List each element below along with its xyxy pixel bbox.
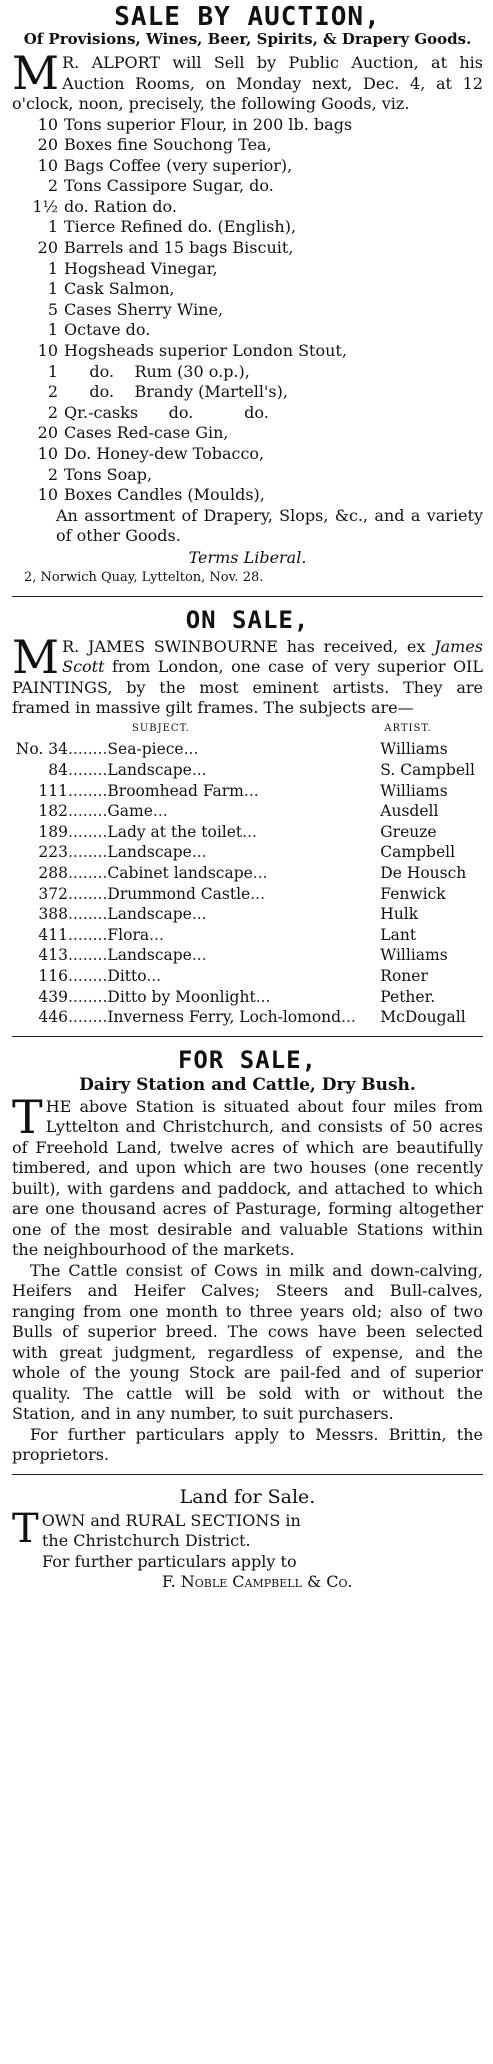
goods-qty: 1 — [47, 258, 58, 278]
painting-row — [12, 945, 483, 966]
goods-desc: Cases Sherry Wine, — [64, 299, 224, 319]
divider — [12, 596, 483, 597]
drop-cap: T — [12, 1089, 43, 1144]
painting-artist: Campbell — [380, 843, 456, 862]
goods-item — [26, 176, 483, 197]
land-agent: F. Noble Campbell & Co. — [162, 1572, 353, 1592]
painting-subject-cell: ........Landscape... — [68, 843, 207, 862]
land-line-1: TOWN and RURAL SECTIONS in — [12, 1505, 301, 1552]
goods-desc: Boxes Candles (Moulds), — [64, 485, 265, 505]
painting-artist: Williams — [380, 740, 448, 759]
painting-row — [12, 822, 483, 843]
goods-qty: 2 — [47, 176, 58, 196]
land-line-2: the Christchurch District. — [42, 1531, 251, 1551]
goods-item — [26, 403, 483, 424]
goods-qty: 1 — [47, 279, 58, 299]
station-contact: For further particulars apply to Messrs. Brittin, the proprietors. — [12, 1424, 483, 1465]
painting-subject: Lady at the toilet — [107, 822, 243, 841]
auction-title: SALE BY AUCTION, — [114, 2, 381, 32]
goods-desc: Tons Soap, — [64, 464, 153, 484]
painting-row — [12, 966, 483, 987]
goods-item — [26, 485, 483, 506]
painting-subject: Flora — [107, 925, 150, 944]
painting-subject-cell: ........Landscape... — [68, 905, 207, 924]
painting-subject: Inverness Ferry, Loch-lomond — [107, 1008, 342, 1027]
station-advert — [12, 1047, 483, 1466]
painting-number: 84 — [48, 760, 68, 779]
divider — [12, 1474, 483, 1475]
onsale-title: ON SALE, — [185, 605, 310, 634]
cattle-description: The Cattle consist of Cows in milk and down-calving, Heifers and Heifer Calves; Steers and Bull-calves, ranging from one month to three years old; also of two Bulls of superior breed. The cows have been selected with great judgment, regardless of expense, and the whole of the young Stock are pail-fed and of superior quality. The cattle will be sold with or without the Station, and in any number, to suit purchasers. — [12, 1260, 483, 1424]
painting-subject-cell: ........Ditto by Moonlight... — [68, 987, 271, 1006]
col-artist: ARTIST. — [384, 722, 432, 734]
auction-intro: M R. ALPORT will Sell by Public Auction, at his Auction Rooms, on Monday next, Dec. 4, at 12 o'clock, noon, precisely, the following Goods, viz. — [12, 46, 483, 113]
goods-item — [26, 135, 483, 156]
auction-subtitle: Of Provisions, Wines, Beer, Spirits, & Drapery Goods. — [23, 30, 472, 48]
painting-subject: Landscape — [107, 843, 192, 862]
painting-subject-cell: ........Flora... — [68, 925, 164, 944]
painting-artist: Roner — [380, 966, 428, 985]
painting-row — [12, 904, 483, 925]
painting-number: 288 — [38, 863, 68, 882]
goods-desc: Cask Salmon, — [64, 279, 175, 299]
painting-number: 439 — [38, 987, 68, 1006]
painting-artist: De Housch — [380, 863, 467, 882]
painting-number: 388 — [38, 905, 68, 924]
goods-desc: Barrels and 15 bags Biscuit, — [64, 238, 294, 258]
painting-subject: Ditto — [107, 966, 147, 985]
drop-cap: T — [12, 1505, 39, 1552]
goods-qty: 10 — [37, 485, 58, 505]
painting-subject: Sea-piece — [107, 740, 184, 759]
divider — [12, 1036, 483, 1037]
forsale-subtitle: Dairy Station and Cattle, Dry Bush. — [79, 1074, 416, 1095]
painting-artist: Williams — [380, 781, 448, 800]
auction-advert — [12, 4, 483, 588]
goods-desc: Qr.-casks do. do. — [64, 402, 269, 422]
goods-item — [26, 279, 483, 300]
goods-item — [26, 320, 483, 341]
goods-item — [26, 238, 483, 259]
painting-row — [12, 884, 483, 905]
painting-artist: Hulk — [380, 905, 419, 924]
painting-subject: Landscape — [107, 760, 192, 779]
painting-artist: Lant — [380, 925, 417, 944]
painting-artist: Fenwick — [380, 884, 446, 903]
paintings-advert — [12, 607, 483, 1028]
painting-number: 223 — [38, 843, 68, 862]
painting-subject: Game — [107, 802, 153, 821]
goods-item — [26, 423, 483, 444]
goods-desc: Hogsheads superior London Stout, — [64, 341, 347, 361]
goods-qty: 20 — [37, 135, 58, 155]
painting-subject-cell: ........Sea-piece... — [68, 740, 199, 759]
painting-subject: Cabinet landscape — [107, 863, 253, 882]
goods-desc: Tierce Refined do. (English), — [64, 217, 297, 237]
goods-item — [26, 217, 483, 238]
painting-subject: Drummond Castle — [107, 884, 251, 903]
auction-address: 2, Norwich Quay, Lyttelton, Nov. 28. — [24, 569, 264, 585]
land-title: Land for Sale. — [179, 1485, 316, 1508]
painting-number: 411 — [38, 925, 68, 944]
goods-desc: Boxes fine Souchong Tea, — [64, 135, 272, 155]
goods-desc: Do. Honey-dew Tobacco, — [64, 444, 265, 463]
painting-number: 372 — [38, 884, 68, 903]
painting-subject-cell: ........Landscape... — [68, 946, 207, 965]
goods-list — [12, 115, 483, 506]
painting-row — [12, 739, 483, 760]
goods-qty: 10 — [37, 444, 58, 463]
painting-number: 116 — [38, 966, 68, 985]
goods-desc: Tons superior Flour, in 200 lb. bags — [64, 114, 353, 134]
goods-qty: 10 — [37, 114, 58, 134]
goods-qty: 2 — [47, 402, 58, 422]
painting-subject-cell: ........Drummond Castle... — [68, 884, 265, 903]
painting-subject-cell: ........Cabinet landscape... — [68, 863, 268, 882]
painting-row — [12, 842, 483, 863]
painting-subject: Ditto by Moonlight — [107, 987, 256, 1006]
goods-item — [26, 444, 483, 465]
painting-subject: Broomhead Farm — [107, 781, 244, 800]
painting-artist: S. Campbell — [380, 760, 475, 779]
painting-artist: Ausdell — [380, 802, 439, 821]
painting-subject: Landscape — [107, 905, 192, 924]
painting-artist: McDougall — [380, 1008, 466, 1027]
goods-desc: Tons Cassipore Sugar, do. — [64, 176, 274, 196]
goods-qty: 1 — [47, 320, 58, 340]
goods-item — [26, 465, 483, 486]
painting-row — [12, 781, 483, 802]
painting-number: 189 — [38, 822, 68, 841]
forsale-title: FOR SALE, — [177, 1045, 318, 1074]
goods-desc: Cases Red-case Gin, — [64, 423, 229, 443]
painting-subject-cell: ........Landscape... — [68, 760, 207, 779]
goods-qty: 10 — [37, 155, 58, 175]
painting-row — [12, 801, 483, 822]
goods-qty: 20 — [37, 423, 58, 443]
painting-artist: Williams — [380, 946, 448, 965]
goods-item — [26, 156, 483, 177]
drop-cap: M — [12, 629, 60, 684]
goods-qty: 2 — [47, 382, 58, 402]
terms-text: Terms Liberal. — [188, 547, 307, 567]
painting-number: No. 34 — [15, 740, 68, 759]
assortment-text: An assortment of Drapery, Slops, &c., and a variety of other Goods. — [56, 505, 483, 546]
painting-number: 446 — [38, 1008, 68, 1027]
paintings-header — [12, 719, 483, 740]
goods-qty: 10 — [37, 341, 58, 361]
painting-row — [12, 987, 483, 1008]
painting-subject: Landscape — [107, 946, 192, 965]
goods-qty: 2 — [47, 464, 58, 484]
painting-subject-cell: ........Inverness Ferry, Loch-lomond... — [68, 1008, 356, 1027]
goods-item — [26, 382, 483, 403]
painting-artist: Pether. — [380, 987, 436, 1006]
goods-item — [26, 300, 483, 321]
painting-number: 182 — [38, 802, 68, 821]
painting-subject-cell: ........Lady at the toilet... — [68, 822, 257, 841]
land-line-3: For further particulars apply to — [42, 1551, 297, 1571]
painting-subject-cell: ........Broomhead Farm... — [68, 781, 259, 800]
painting-number: 111 — [38, 781, 68, 800]
goods-item — [26, 362, 483, 383]
drop-cap: M — [12, 46, 60, 100]
painting-row — [12, 863, 483, 884]
goods-item — [26, 115, 483, 136]
goods-desc: do. Rum (30 o.p.), — [64, 361, 250, 381]
station-description: THE above Station is situated about four miles from Lyttelton and Christchurch, and consists of 50 acres of Freehold Land, twelve acres of which are beautifully timbered, and upon which are two houses (one recently built), with gardens and paddock, and attached to which are one thousand acres of Pasturage, forming altogether one of the most desirable and valuable Stations within the neighbourhood of the markets. — [12, 1089, 483, 1260]
painting-row — [12, 760, 483, 781]
painting-number: 413 — [38, 946, 68, 965]
painting-row — [12, 925, 483, 946]
goods-item — [26, 259, 483, 280]
painting-row — [12, 1007, 483, 1028]
goods-qty: 1 — [47, 361, 58, 381]
goods-desc: Octave do. — [64, 320, 151, 340]
goods-qty: 20 — [37, 238, 58, 258]
painting-artist: Greuze — [380, 822, 437, 841]
goods-desc: do. Brandy (Martell's), — [64, 382, 288, 402]
goods-desc: do. Ration do. — [64, 196, 177, 216]
land-advert — [12, 1485, 483, 1593]
painting-subject-cell: ........Game... — [68, 802, 168, 821]
goods-qty: 1½ — [32, 196, 58, 216]
onsale-intro: M R. JAMES SWINBOURNE has received, ex James Scott from London, one case of very superior OIL PAINTINGS, by the most eminent artists. They are framed in massive gilt frames. The subjects are— — [12, 629, 483, 718]
ship-name: James Scott — [62, 636, 483, 677]
goods-desc: Bags Coffee (very superior), — [64, 155, 293, 175]
goods-qty: 1 — [47, 217, 58, 237]
paintings-table — [12, 719, 483, 1028]
goods-item — [26, 341, 483, 362]
painting-subject-cell: ........Ditto... — [68, 966, 162, 985]
goods-desc: Hogshead Vinegar, — [64, 258, 218, 278]
goods-item — [26, 197, 483, 218]
goods-qty: 5 — [47, 299, 58, 319]
col-subject: SUBJECT. — [132, 722, 190, 734]
